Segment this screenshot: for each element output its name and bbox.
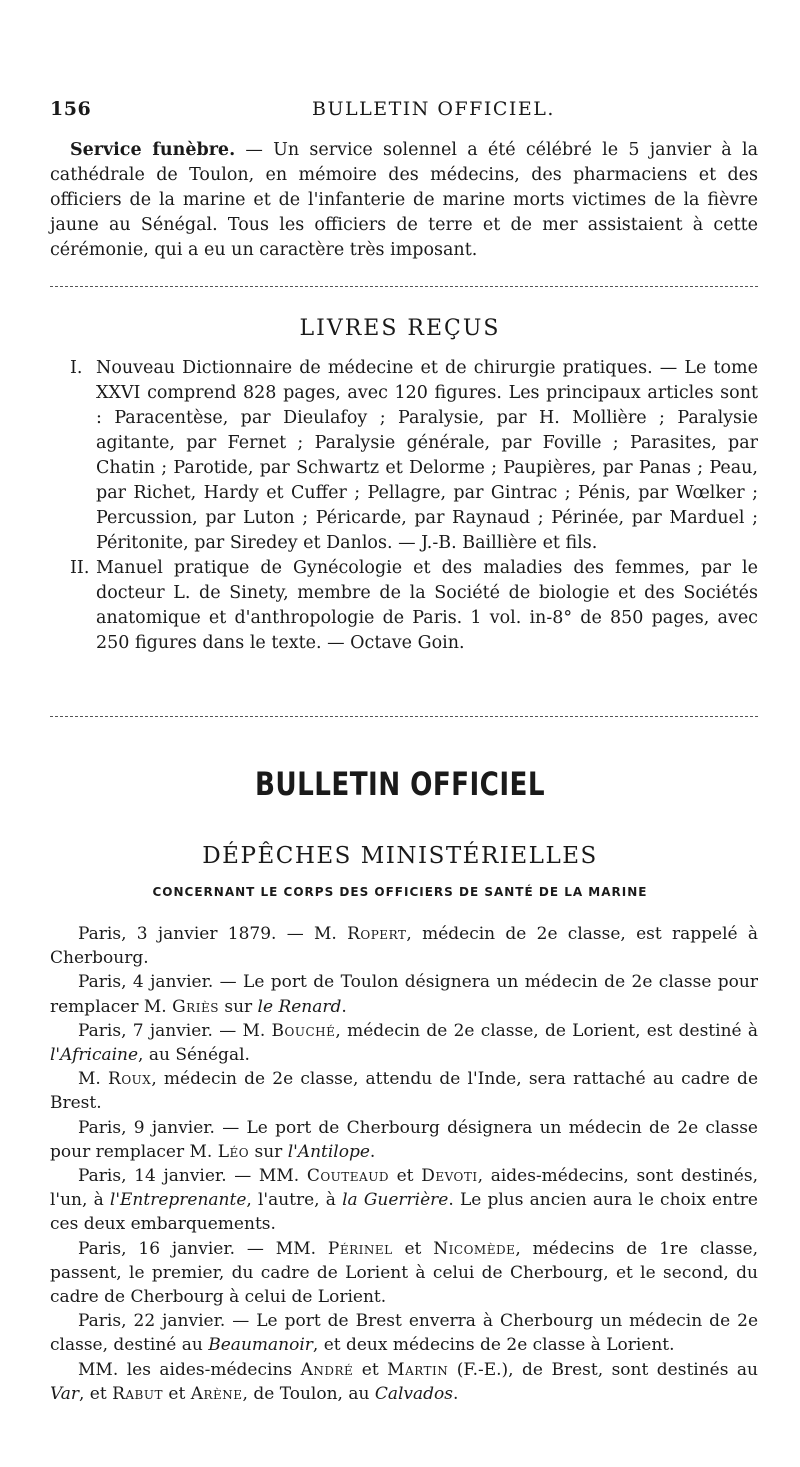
book-number: II. [70,558,90,578]
dispatch-entry [50,922,758,970]
dispatch-text: . [341,996,347,1017]
person-name: André [300,1359,354,1380]
service-text: — Un service solennel a été célébré le 5 janvier à la cathédrale de Toulon, en mémoire des médecins, des pharmaciens et des officiers de la marine et de l'infanterie de marine morts victimes de la fièvre jaune au Sénégal. Tous les officiers de terre et de mer assistaient à cette cérémonie, qui a eu un caractère très imposant. [50,140,759,260]
dispatch-text: (F.-E.), de Brest, sont destinés au [448,1359,759,1380]
person-name: Périnel [327,1238,393,1259]
ship-name: le Renard [257,996,342,1017]
dispatch-entry [50,1309,758,1357]
person-name: Devoti [421,1166,478,1187]
person-name: Martin [387,1359,449,1380]
dispatch-text: . Le plus ancien aura le choix entre ces deux embarquements. [50,1190,758,1235]
dispatch-text: , aides-médecins, sont destinés, l'un, à [50,1166,758,1211]
book-text: Nouveau Dictionnaire de médecine et de chirurgie pratiques. — Le tome XXVI comprend 828 pages, avec 120 figures. Les principaux articles sont : Paracentèse, par Dieulafoy ; Paralysie, par H. Mollière ; Paralysie agitante, par Fernet ; Paralysie générale, par Foville ; Parasites, par Chatin ; Parotide, par Schwartz et Delorme ; Paupières, par Panas ; Peau, par Richet, Hardy et Cuffer ; Pellagre, par Gintrac ; Pénis, par Wœlker ; Percussion, par Luton ; Péricarde, par Raynaud ; Périnée, par Marduel ; Péritonite, par Siredey et Danlos. — J.-B. Baillière et fils. [96,358,758,553]
page-number: 156 [50,98,92,120]
service-funebre-paragraph [50,138,758,263]
dispatch-entry [50,1067,758,1115]
ship-name: l'Africaine [50,1045,139,1066]
bulletin-subtitle: DÉPÊCHES MINISTÉRIELLES [202,843,598,869]
person-name: Rabut [112,1383,163,1404]
dispatch-text: sur [218,996,258,1017]
dispatch-entry [50,1237,758,1310]
book-text: Manuel pratique de Gynécologie et des maladies des femmes, par le docteur L. de Sinety, membre de la Société de biologie et des Sociétés anatomique et d'anthropologie de Paris. 1 vol. in-8° de 850 pages, avec 250 figures dans le texte. — Octave Goin. [96,558,758,653]
person-name: Arène [190,1383,243,1404]
dispatch-entry [50,1164,758,1237]
dispatch-text: . [369,1141,376,1162]
service-lead: Service funèbre. [70,140,236,160]
dispatch-entry [50,1019,758,1067]
livres-list [50,356,758,656]
dispatch-entry [50,1358,758,1406]
dispatch-text: , l'autre, à [246,1190,343,1211]
dispatch-text: , et deux médecins de 2e classe à Lorient. [312,1335,675,1356]
livres-heading: LIVRES REÇUS [299,316,501,341]
dispatch-text: Paris, 16 janvier. — MM. [78,1238,328,1259]
dispatch-text: Paris, 3 janvier 1879. — M. [78,924,348,944]
dispatch-text: et [353,1359,388,1380]
dispatch-text: , médecins de 1re classe, passent, le premier, du cadre de Lorient à celui de Cherbourg, et le second, du cadre de Cherbourg à celui de Lorient. [50,1238,758,1308]
dispatch-text: Paris, 14 janvier. — MM. [78,1166,307,1187]
dispatch-text: et [388,1166,422,1187]
dispatch-text: Paris, 4 janvier. — Le port de Toulon désignera un médecin de 2e classe pour remplacer M. [50,972,758,1017]
person-name: Roux [108,1069,152,1090]
ship-name: l'Antilope [287,1141,370,1162]
bulletin-title: BULLETIN OFFICIEL [255,765,545,803]
ship-name: Beaumanoir [208,1335,313,1356]
person-name: Nicomède [433,1238,516,1259]
ship-name: Calvados [374,1383,453,1404]
dispatch-text: Paris, 22 janvier. — Le port de Brest enverra à Cherbourg un médecin de 2e classe, destiné au [50,1311,758,1356]
ship-name: la Guerrière [342,1190,449,1211]
dispatch-text: , médecin de 2e classe, est rappelé à Cherbourg. [50,924,758,969]
person-name: Griès [172,996,219,1017]
person-name: Bouché [271,1020,336,1041]
dispatch-text: sur [249,1141,288,1162]
dispatch-entry [50,970,758,1018]
running-title: BULLETIN OFFICIEL. [312,98,555,120]
ship-name: Var [50,1383,79,1404]
person-name: Ropert [347,924,407,944]
dispatch-text: , de Toulon, au [242,1383,375,1404]
book-number: I. [70,358,83,378]
dispatch-text: et [392,1238,434,1259]
dispatch-text: , et [78,1383,113,1404]
dispatch-text: . [453,1383,459,1404]
dispatch-text: Paris, 7 janvier. — M. [78,1020,272,1041]
dispatch-text: MM. les aides-médecins [78,1359,301,1380]
dispatch-text: , médecin de 2e classe, attendu de l'Inde, sera rattaché au cadre de Brest. [50,1069,758,1114]
book-entry [50,556,758,656]
section-divider [50,286,758,287]
dispatch-entry [50,1116,758,1164]
dispatch-text: M. [78,1069,109,1090]
dispatch-text: et [163,1383,191,1404]
dispatch-text: , au Sénégal. [138,1045,250,1066]
person-name: Couteaud [306,1166,389,1187]
ship-name: l'Entreprenante [109,1190,247,1211]
dispatch-text: , médecin de 2e classe, de Lorient, est destiné à [335,1020,758,1041]
dispatch-text: Paris, 9 janvier. — Le port de Cherbourg désignera un médecin de 2e classe pour remplacer M. [50,1117,758,1162]
person-name: Léo [217,1141,250,1162]
dispatch-list [50,922,758,1406]
bulletin-subheading: CONCERNANT LE CORPS DES OFFICIERS DE SANTÉ DE LA MARINE [152,885,648,899]
section-divider [50,716,758,717]
running-header [50,98,758,120]
book-entry [50,356,758,556]
